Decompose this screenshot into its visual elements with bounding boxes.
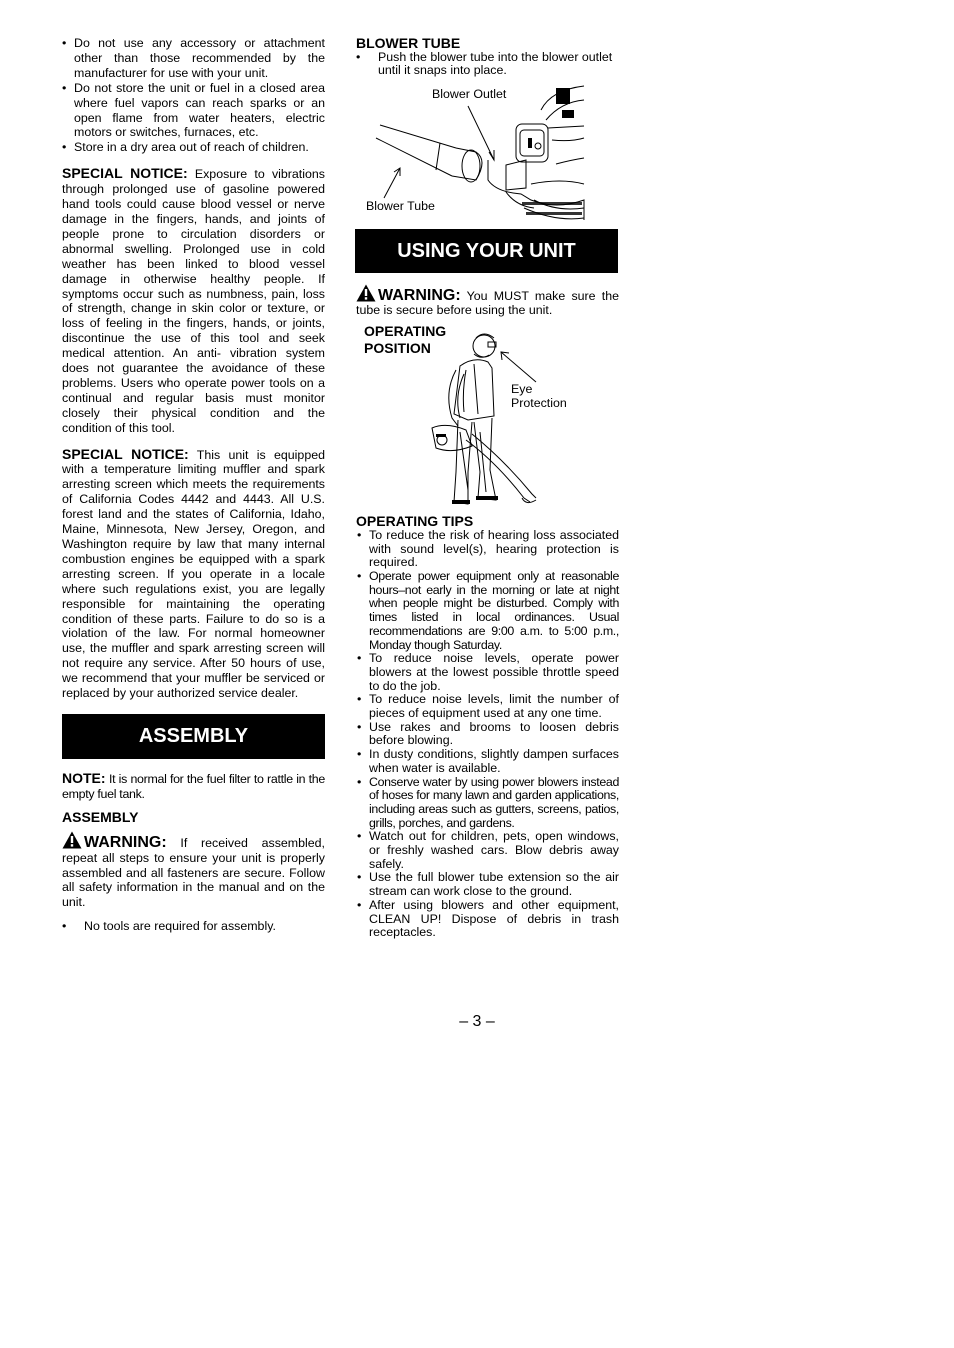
bullet-icon: • (357, 569, 361, 584)
page-number: – 3 – (459, 1013, 495, 1030)
bullet-icon: • (357, 719, 362, 734)
bullet-icon: • (357, 527, 362, 542)
warning-icon (356, 284, 376, 302)
operating-tips-list (356, 529, 619, 940)
assembly-warning (62, 831, 325, 911)
list-item: • No tools are required for assembly. (62, 919, 276, 934)
operator-illustration (356, 322, 619, 512)
list-item: • Store in a dry area out of reach of children. (62, 140, 309, 155)
fuel-filter-note (62, 771, 325, 802)
special-notice-text: This unit is equipped with a temperature limiting muffler and spark arresting screen which meets the requirements of California Codes 4442 and 4443. All U.S. forest land and the states of California, Idaho, Maine, Minnesota, New Jersey, Oregon, and Washington require by law that many internal combustion engines be equipped with a spark arresting screen. If you operate in a locale where such regulations exist, you are legally responsible for maintaining the operating condition of these parts. Failure to do so is a violation of the law. For normal homeowner use, the muffler and spark arresting screen will not require any service. After 50 hours of use, we recommend that your muffler be serviced or replaced by your authorized service dealer. (62, 447, 325, 701)
list-item: • Watch out for children, pets, open windows, or freshly washed cars. Blow debris away safely. (357, 829, 619, 871)
bullet-icon: • (357, 870, 362, 885)
special-notice-label: SPECIAL NOTICE: (62, 165, 188, 182)
list-item: • To reduce the risk of hearing loss associated with sound level(s), hearing protection is required. (357, 527, 619, 570)
right-column (356, 36, 619, 78)
list-item: • Do not store the unit or fuel in a closed area where fuel vapors can reach sparks or an open flame from water heaters, electric motors or switches, furnaces, etc. (62, 80, 325, 140)
operating-tips-section (356, 514, 619, 940)
safety-bullet-list (62, 36, 325, 155)
warning-text: If received assembled, repeat all steps to ensure your unit is properly assembled and all fasteners are secure. Follow all safety information in the manual and on the unit. (62, 835, 325, 910)
blower-tube-heading: BLOWER TUBE (356, 35, 461, 51)
bullet-icon: • (357, 774, 361, 789)
list-item: • In dusty conditions, slightly dampen surfaces when water is available. (357, 747, 619, 775)
assembly-banner: ASSEMBLY (62, 714, 325, 759)
bullet-icon: • (62, 80, 67, 95)
bullet-icon: • (62, 36, 67, 50)
list-item: • Operate power equipment only at reasonable hours–not early in the morning or late at night when people might be disturbed. Comply with times listed in local ordinances. Usual recommendations are 9:00 a.m. to 5:00 p.m., Monday though Saturday. (357, 569, 619, 652)
bullet-icon: • (357, 651, 362, 666)
note-label: NOTE: (62, 769, 106, 786)
bullet-icon: • (62, 140, 67, 155)
bullet-icon: • (357, 747, 362, 762)
warning-label: WARNING: (378, 287, 461, 304)
list-item: • Use rakes and brooms to loosen debris before blowing. (357, 719, 619, 748)
bullet-icon: • (356, 49, 361, 64)
bullet-icon: • (357, 897, 362, 912)
list-item: • Conserve water by using power blowers instead of hoses for many lawn and garden applications, including areas such as gutters, screens, patios, grills, porches, and gardens. (357, 774, 619, 830)
list-item: • Do not use any accessory or attachment other than those recommended by the manufacturer for use with your unit. (62, 36, 325, 80)
note-text: It is normal for the fuel filter to rattle in the empty fuel tank. (62, 771, 325, 801)
warning-label: WARNING: (84, 833, 167, 851)
operating-position-figure (356, 322, 619, 512)
list-item: • To reduce noise levels, operate power blowers at the lowest possible throttle speed to do the job. (357, 651, 619, 693)
list-item: • Push the blower tube into the blower outlet until it snaps into place. (356, 49, 613, 78)
special-notice-vibration (62, 166, 325, 435)
warning-icon (62, 831, 82, 849)
list-item: • After using blowers and other equipment, CLEAN UP! Dispose of debris in trash receptacles. (357, 897, 619, 940)
blower-tube-figure (356, 80, 619, 226)
blower-outlet-label: Blower Outlet (432, 87, 507, 101)
list-item: • Use the full blower tube extension so the air stream can work close to the ground. (357, 870, 619, 899)
blower-tube-illustration (356, 80, 619, 226)
eye-protection-label: Eye Protection (511, 382, 567, 410)
operating-tips-heading: OPERATING TIPS (356, 513, 474, 529)
operating-position-heading: OPERATING POSITION (364, 323, 447, 356)
bullet-icon: • (357, 692, 362, 707)
special-notice-label: SPECIAL NOTICE: (62, 445, 189, 462)
assembly-heading: ASSEMBLY (62, 808, 139, 825)
special-notice-text: Exposure to vibrations through prolonged use of gasoline powered hand tools could cause blood vessel or nerve damage in the fingers, hands, and joints of people prone to circulation disorders or abnormal swelling. Prolonged use in cold weather has been linked to blood vessel damage in otherwise healthy people. If symptoms occur such as numbness, pain, loss of strength, change in skin color or texture, or loss of feeling in the fingers, hands, or joints, discontinue the use of this tool and seek medical attention. An anti- vibration system does not guarantee the avoidance of these problems. Users who operate power tools on a continual and regular basis must monitor closely their physical condition and the condition of this tool. (62, 167, 325, 435)
left-column (62, 36, 325, 934)
blower-tube-label: Blower Tube (366, 199, 435, 213)
list-item: • To reduce noise levels, limit the number of pieces of equipment used at any one time. (357, 692, 619, 721)
bullet-icon: • (62, 919, 67, 934)
tube-secure-warning (356, 284, 619, 317)
using-your-unit-banner: USING YOUR UNIT (355, 229, 618, 273)
special-notice-muffler (62, 447, 325, 701)
bullet-icon: • (357, 829, 362, 844)
warning-text: You MUST make sure the tube is secure before using the unit. (356, 289, 619, 317)
